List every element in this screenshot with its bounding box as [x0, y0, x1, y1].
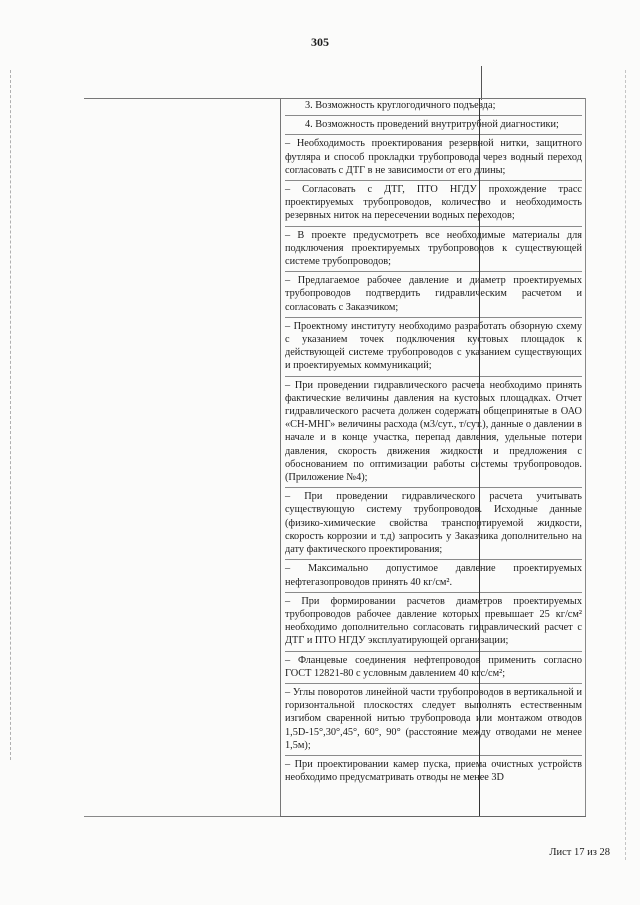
page-number: 305 [311, 35, 329, 49]
stamp-line-top [481, 66, 482, 100]
table-right-border [585, 98, 586, 816]
requirement-item: – При проведении гидравлического расчета учитывать существующую систему трубопроводов. Исходные данные (физико-химические свойства транспортируемой жидкости, скорость коррозии и т.д) запросить у Заказчика дополнительно на дату фактического проектирования; [285, 490, 582, 560]
table-bottom-left [84, 816, 280, 817]
scan-edge-right [625, 70, 626, 860]
scan-edge-left [10, 70, 11, 760]
requirement-item: – Предлагаемое рабочее давление и диаметр проектируемых трубопроводов подтвердить гидравлическим расчетом и согласовать с Заказчиком; [285, 274, 582, 318]
stamp-vertical-line [479, 98, 480, 816]
requirement-item: – При проведении гидравлического расчета необходимо принять фактические величины давления на кустовых площадках. Отчет гидравлического расчета должен содержать общепринятые в ОАО «СН-МНГ» величины расхода (м3/сут., т/сут.), данные о давлении в начале и в конце участка, перепад давления, удельные потери давления, скорость движения жидкости и предложения с обоснованием по оптимизации работы системы трубопроводов. (Приложение №4); [285, 379, 582, 489]
requirement-item: – Углы поворотов линейной части трубопроводов в вертикальной и горизонтальной плоскостях следует выполнять естественным изгибом сваренной нитью трубопровода или монтажом отводов 1,5D-15°,30°,45°, 60°, 90° (расстояние между отводами не менее 1,5м); [285, 686, 582, 756]
table-column-divider [280, 98, 281, 816]
requirement-item: – При формировании расчетов диаметров проектируемых трубопроводов рабочее давление которых превышает 25 кг/см² необходимо дополнительно согласовать гидравлический расчет с ДТГ и ПТО НГДУ эксплуатирующей организации; [285, 595, 582, 652]
requirement-item: – Максимально допустимое давление проектируемых нефтегазопроводов принять 40 кг/см². [285, 562, 582, 592]
requirement-item: – Необходимость проектирования резервной нитки, защитного футляра и способ прокладки трубопровода через водный переход согласовать с ДТГ в не зависимости от его длины; [285, 137, 582, 181]
requirement-item: – Фланцевые соединения нефтепроводов применить согласно ГОСТ 12821-80 с условным давлением 40 кгс/см²; [285, 654, 582, 684]
table-bottom-right [280, 816, 586, 817]
requirement-item: 4. Возможность проведений внутритрубной диагностики; [285, 118, 582, 135]
sheet-label: Лист 17 из 28 [549, 847, 610, 858]
requirement-item: – Проектному институту необходимо разработать обзорную схему с указанием точек подключения кустовых площадок к действующей системе трубопроводов с указанием существующих и проектируемых коммуникаций; [285, 320, 582, 377]
requirements-text-column [285, 99, 582, 789]
requirement-item: 3. Возможность круглогодичного подъезда; [285, 99, 582, 116]
requirement-item: – В проекте предусмотреть все необходимые материалы для подключения проектируемых трубопроводов к существующей системе трубопроводов; [285, 229, 582, 273]
requirement-item: – Согласовать с ДТГ, ПТО НГДУ прохождение трасс проектируемых трубопроводов, количество и необходимость резервных ниток на пересечении водных переходов; [285, 183, 582, 227]
requirement-item: – При проектировании камер пуска, приема очистных устройств необходимо предусматривать отводы не менее 3D [285, 758, 582, 784]
